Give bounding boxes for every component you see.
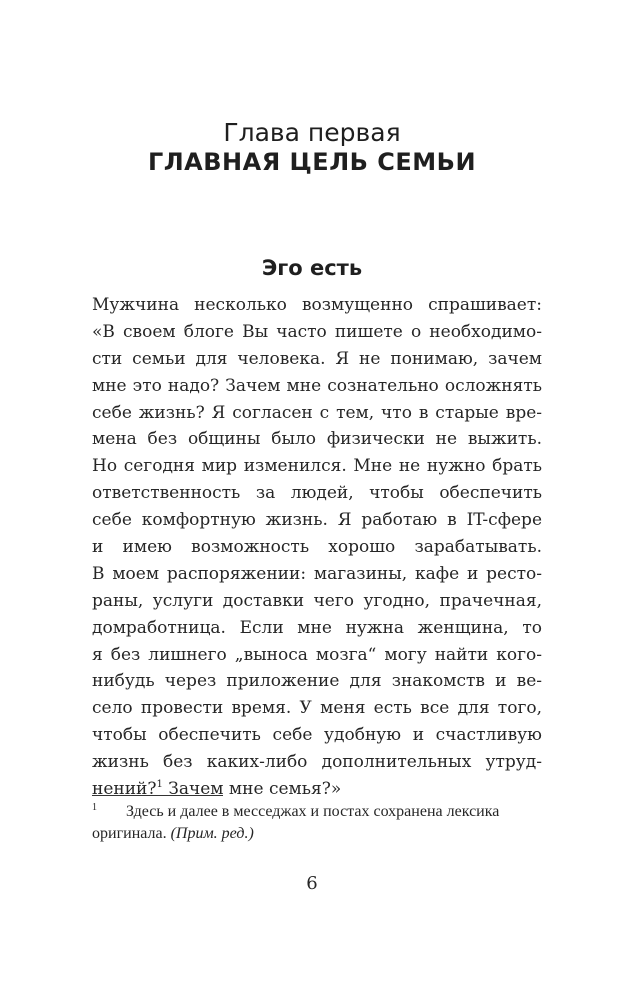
section-title: Эго есть — [261, 256, 363, 280]
footnote — [92, 801, 542, 845]
body-paragraph — [92, 292, 542, 803]
body-line: село провести время. У меня есть все для того, — [92, 698, 542, 719]
body-last-line — [92, 776, 542, 803]
body-line: себе жизнь? Я согласен с тем, что в старые вре- — [92, 402, 542, 423]
body-line: и имею возможность хорошо зарабатывать. — [92, 537, 542, 558]
body-line: чтобы обеспечить себе удобную и счастливую — [92, 725, 542, 746]
footnote-line-1: 1 Здесь и далее в месседжах и постах сохранена лексика — [92, 802, 500, 820]
body-line: Но сегодня мир изменился. Мне не нужно брать — [92, 456, 542, 477]
footnote-text-2: оригинала. — [92, 825, 171, 842]
page-number: 6 — [306, 873, 318, 894]
body-line: сти семьи для человека. Я не понимаю, зачем — [92, 348, 542, 369]
editor-note: (Прим. ред.) — [170, 825, 254, 842]
body-line: «В своем блоге Вы часто пишете о необходимо- — [92, 321, 542, 342]
footnote-reference[interactable]: 1 — [156, 779, 163, 791]
body-last-line-start: нений? — [92, 779, 157, 800]
chapter-title: ГЛАВНАЯ ЦЕЛЬ СЕМЬИ — [147, 148, 477, 176]
footnote-divider — [92, 795, 223, 796]
body-line: домработница. Если мне нужна женщина, то — [92, 617, 542, 638]
body-line: себе комфортную жизнь. Я работаю в IT-сфере — [92, 510, 542, 531]
body-line: нибудь через приложение для знакомств и ве- — [92, 671, 542, 692]
body-line: мне это надо? Зачем мне сознательно осложнять — [92, 375, 542, 396]
body-line: раны, услуги доставки чего угодно, прачечная, — [92, 590, 542, 611]
body-line: я без лишнего „выноса мозга“ могу найти кого- — [92, 644, 542, 665]
body-line: мена без общины было физически не выжить. — [92, 429, 542, 450]
body-last-line-end: Зачем мне семья?» — [162, 779, 342, 800]
footnote-text-1: Здесь и далее в месседжах и постах сохранена лексика — [126, 803, 500, 820]
body-line: жизнь без каких-либо дополнительных утруд- — [92, 752, 542, 773]
body-line: ответственность за людей, чтобы обеспечить — [92, 483, 542, 504]
footnote-line-2 — [92, 823, 542, 845]
body-line: В моем распоряжении: магазины, кафе и ресто- — [92, 563, 542, 584]
chapter-label: Глава первая — [223, 118, 401, 147]
body-line: Мужчина несколько возмущенно спрашивает: — [92, 295, 542, 315]
